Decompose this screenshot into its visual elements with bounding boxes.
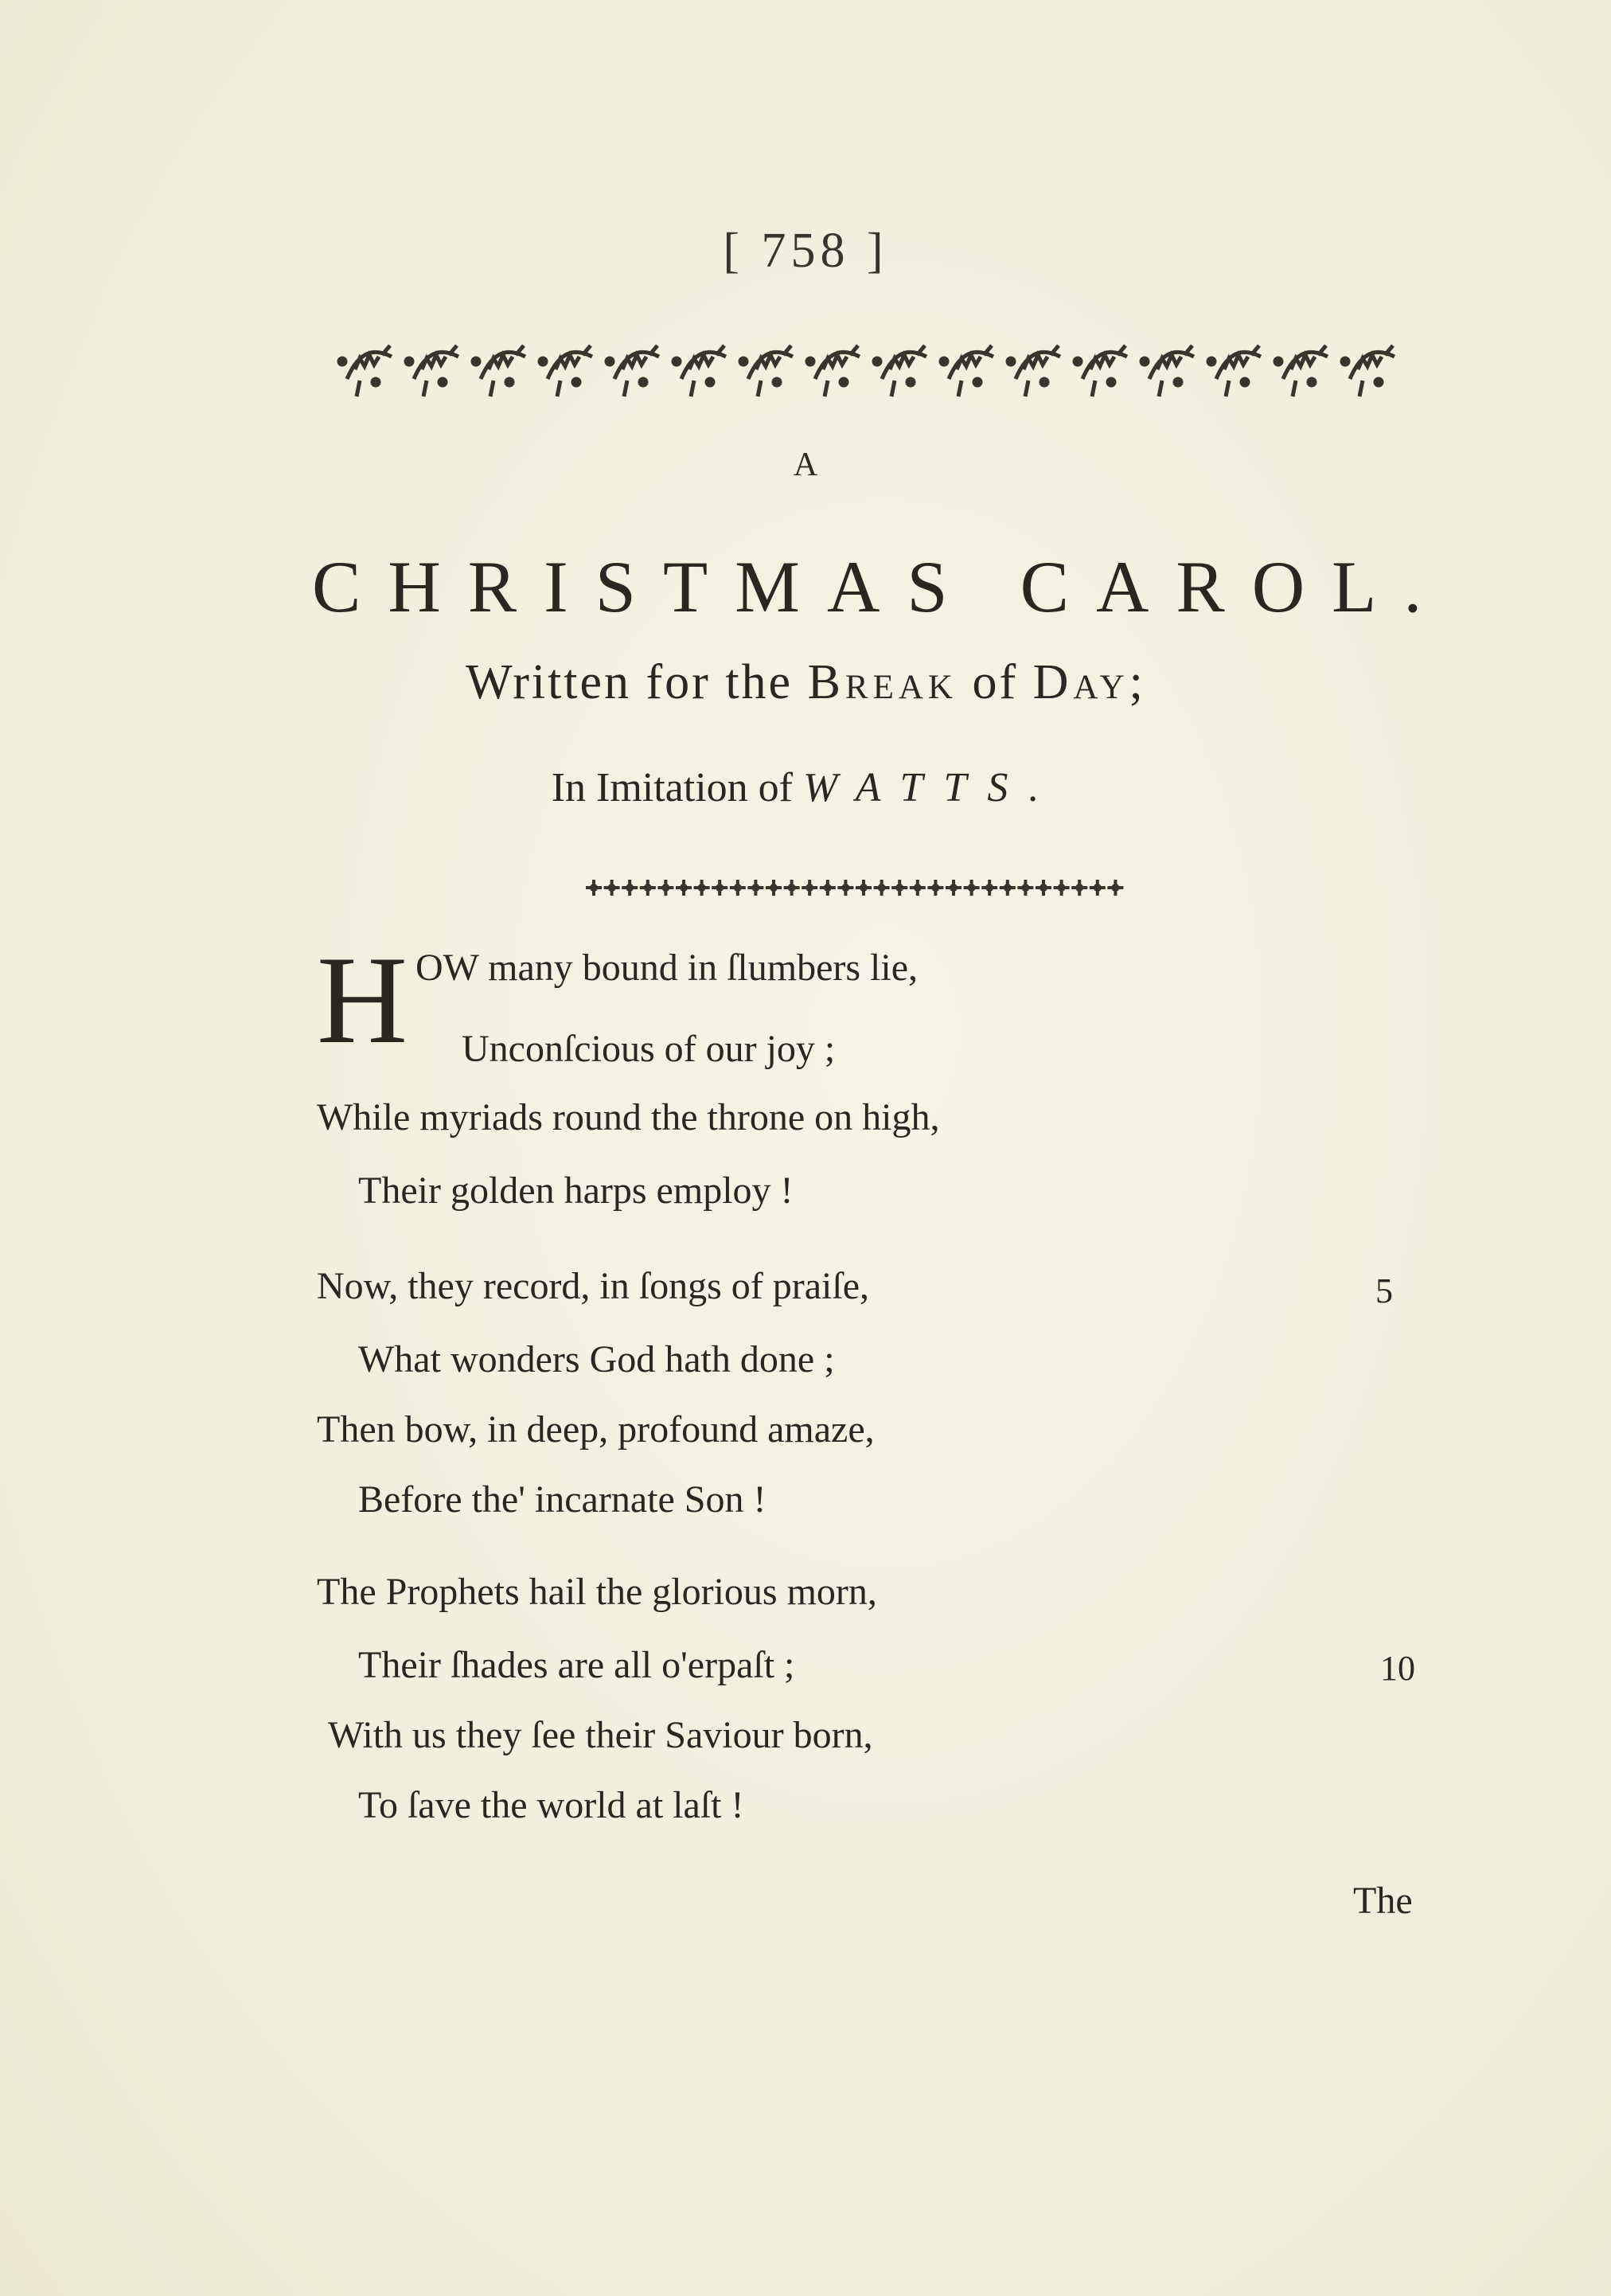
floral-ornament-unit: [939, 346, 993, 396]
divider-glyph: [1036, 880, 1051, 896]
floral-ornament-unit: [672, 346, 726, 396]
divider-glyph: [910, 880, 926, 896]
line-number: 10: [1380, 1649, 1415, 1688]
floral-ornament-unit: [605, 346, 659, 396]
verse-line: To ſave the world at laſt !: [358, 1784, 744, 1826]
floral-ornament-unit: [872, 346, 926, 396]
poem-subtitle: [0, 654, 1611, 711]
floral-ornament-unit: [337, 346, 392, 396]
verse-line: The Prophets hail the glorious morn,: [317, 1571, 877, 1613]
verse-line: While myriads round the throne on high,: [317, 1096, 940, 1138]
verse-line: Their golden harps employ !: [358, 1169, 794, 1212]
divider-glyph: [891, 880, 907, 896]
divider-glyph: [1090, 880, 1106, 896]
verse-line: OW many bound in ſlumbers lie,: [415, 947, 919, 989]
imitation-prefix: In Imitation of: [551, 765, 803, 810]
divider-glyph: [784, 880, 800, 896]
divider-glyph: [1107, 880, 1123, 896]
divider-glyph: [586, 880, 602, 896]
title-article: A: [793, 447, 818, 483]
divider-glyph: [964, 880, 980, 896]
floral-ornament-unit: [1340, 346, 1395, 396]
floral-ornament-unit: [1140, 346, 1194, 396]
subtitle-text-3: ;: [1129, 655, 1145, 709]
divider-glyph: [856, 880, 872, 896]
divider-glyph: [604, 880, 620, 896]
drop-cap: H: [317, 931, 408, 1070]
divider-glyph: [622, 880, 638, 896]
divider-glyph: [1017, 880, 1033, 896]
divider-glyph: [747, 880, 763, 896]
line-number: 5: [1375, 1271, 1393, 1310]
imitation-author: WATTS.: [802, 765, 1060, 810]
divider-glyph: [730, 880, 746, 896]
floral-ornament-unit: [739, 346, 793, 396]
divider-glyph: [837, 880, 853, 896]
floral-ornament-unit: [404, 346, 458, 396]
subtitle-day: Day: [1032, 655, 1129, 709]
verse-line: Before the' incarnate Son !: [358, 1478, 766, 1521]
divider-glyph: [874, 880, 890, 896]
divider-glyph: [766, 880, 782, 896]
divider-glyph: [640, 880, 656, 896]
imitation-line: [0, 764, 1611, 811]
floral-ornament-unit: [471, 346, 525, 396]
floral-ornament-unit: [1073, 346, 1127, 396]
verse-line: Then bow, in deep, profound amaze,: [317, 1408, 875, 1451]
divider-glyph: [657, 880, 673, 896]
divider-glyph: [927, 880, 943, 896]
divider-glyph: [820, 880, 836, 896]
floral-ornament-unit: [1006, 346, 1060, 396]
divider-glyph: [981, 880, 997, 896]
floral-ornament-unit: [1274, 346, 1328, 396]
subtitle-text-1: Written for the: [466, 655, 808, 709]
verse-line: Unconſcious of our joy ;: [462, 1028, 836, 1070]
subtitle-break: Break: [807, 655, 958, 709]
floral-ornament-unit: [538, 346, 592, 396]
floral-ornament-band: [328, 333, 1426, 404]
divider-glyph: [1000, 880, 1016, 896]
divider-glyph: [1071, 880, 1087, 896]
divider-glyph: [694, 880, 710, 896]
subtitle-text-2: of: [958, 655, 1033, 709]
verse-line: What wonders God hath done ;: [358, 1338, 835, 1380]
divider-glyph: [1054, 880, 1070, 896]
floral-ornament-unit: [806, 346, 860, 396]
page-number: [ 758 ]: [723, 224, 888, 278]
catchword: The: [1353, 1880, 1413, 1922]
poem-title: CHRISTMAS CAROL.: [312, 546, 1449, 627]
verse-line: With us they ſee their Saviour born,: [328, 1714, 873, 1756]
divider-glyph: [802, 880, 817, 896]
divider-glyph: [946, 880, 962, 896]
divider-ornament: [584, 874, 1141, 901]
divider-glyph: [712, 880, 727, 896]
verse-line: Their ſhades are all o'erpaſt ;: [358, 1644, 795, 1686]
verse-line: Now, they record, in ſongs of praiſe,: [317, 1265, 870, 1307]
divider-glyph: [676, 880, 692, 896]
floral-ornament-unit: [1207, 346, 1261, 396]
